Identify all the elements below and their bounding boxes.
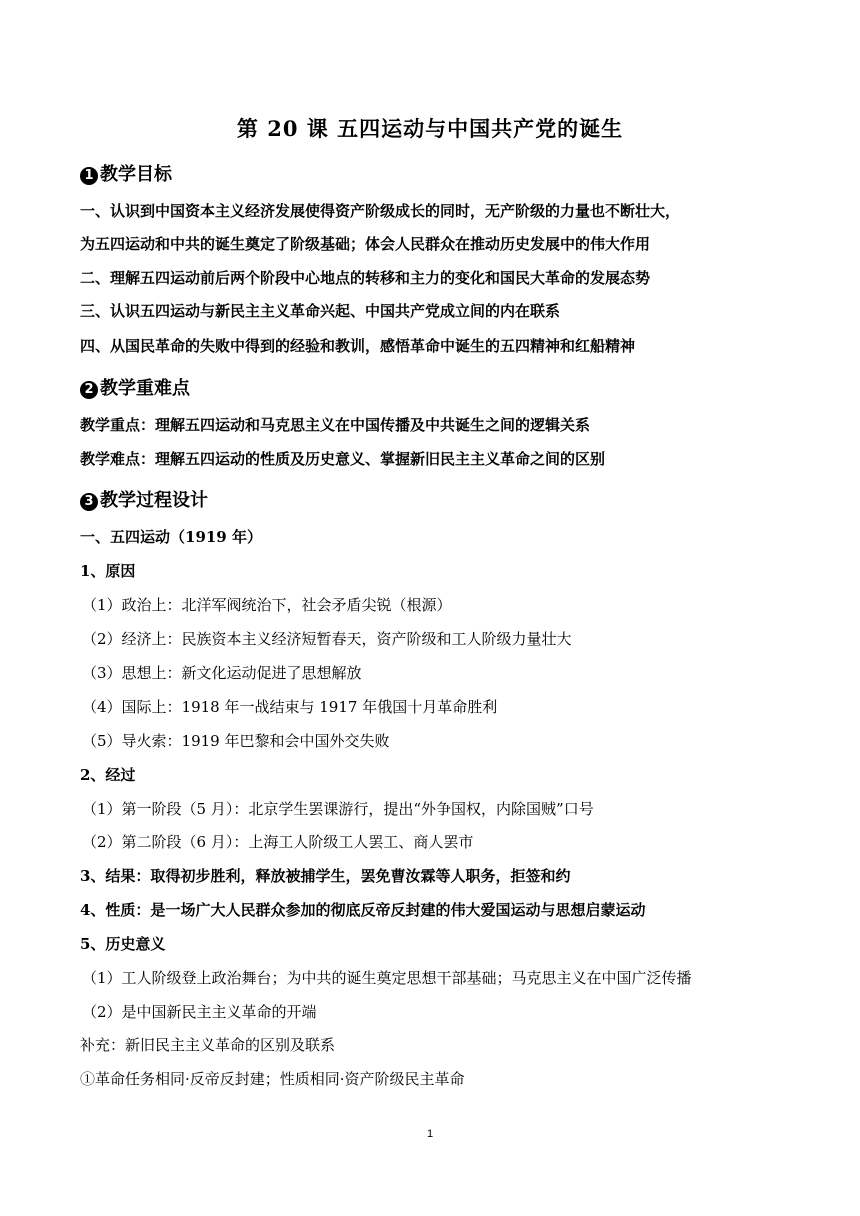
cause-item: （3）思想上：新文化运动促进了思想解放 bbox=[82, 664, 362, 682]
course-item: （2）第二阶段（6 月）：上海工人阶级工人罢工、商人罢市 bbox=[82, 833, 474, 851]
cause-item: （2）经济上：民族资本主义经济短暂春天，资产阶级和工人阶级力量壮大 bbox=[82, 630, 572, 648]
significance-item: （2）是中国新民主主义革命的开端 bbox=[82, 1003, 317, 1021]
result-line: 3、结果：取得初步胜利，释放被捕学生，罢免曹汝霖等人职务，拒签和约 bbox=[80, 867, 571, 885]
subheading-cause: 1、原因 bbox=[80, 562, 136, 580]
supplement-line: 补充：新旧民主主义革命的区别及联系 bbox=[80, 1036, 336, 1054]
objective-line: 二、理解五四运动前后两个阶段中心地点的转移和主力的变化和国民大革命的发展态势 bbox=[80, 269, 651, 287]
part-heading: 一、五四运动（1919 年） bbox=[80, 528, 262, 546]
supplement-item: ①革命任务相同·反帝反封建；性质相同·资产阶级民主革命 bbox=[80, 1070, 465, 1088]
section-heading-text: 教学重难点 bbox=[100, 378, 190, 399]
section-number-badge: 3 bbox=[80, 493, 98, 511]
page-number: 1 bbox=[426, 1128, 434, 1140]
cause-item: （4）国际上：1918 年一战结束与 1917 年俄国十月革命胜利 bbox=[82, 698, 498, 716]
keypoint-line: 教学难点：理解五四运动的性质及历史意义、掌握新旧民主主义革命之间的区别 bbox=[80, 450, 606, 468]
section-heading-keypoints bbox=[80, 374, 190, 400]
section-heading-objectives bbox=[80, 160, 172, 186]
page-title: 第 20 课 五四运动与中国共产党的诞生 bbox=[236, 116, 624, 141]
cause-item: （1）政治上：北洋军阀统治下，社会矛盾尖锐（根源） bbox=[82, 596, 452, 614]
subheading-significance: 5、历史意义 bbox=[80, 935, 166, 953]
cause-item: （5）导火索：1919 年巴黎和会中国外交失败 bbox=[82, 732, 390, 750]
objective-line: 四、从国民革命的失败中得到的经验和教训，感悟革命中诞生的五四精神和红船精神 bbox=[80, 337, 636, 355]
objective-line: 为五四运动和中共的诞生奠定了阶级基础；体会人民群众在推动历史发展中的伟大作用 bbox=[80, 235, 651, 253]
nature-line: 4、性质：是一场广大人民群众参加的彻底反帝反封建的伟大爱国运动与思想启蒙运动 bbox=[80, 901, 646, 919]
subheading-course: 2、经过 bbox=[80, 766, 136, 784]
course-item: （1）第一阶段（5 月）：北京学生罢课游行，提出“外争国权，内除国贼”口号 bbox=[82, 800, 594, 818]
section-number-badge: 1 bbox=[80, 167, 98, 185]
section-number-badge: 2 bbox=[80, 381, 98, 399]
section-heading-text: 教学目标 bbox=[100, 164, 172, 185]
section-heading-text: 教学过程设计 bbox=[100, 490, 208, 511]
objective-line: 三、认识五四运动与新民主主义革命兴起、中国共产党成立间的内在联系 bbox=[80, 302, 561, 320]
objective-line: 一、认识到中国资本主义经济发展使得资产阶级成长的同时，无产阶级的力量也不断壮大， bbox=[80, 202, 681, 220]
keypoint-line: 教学重点：理解五四运动和马克思主义在中国传播及中共诞生之间的逻辑关系 bbox=[80, 416, 591, 434]
section-heading-process bbox=[80, 486, 208, 512]
significance-item: （1）工人阶级登上政治舞台；为中共的诞生奠定思想干部基础；马克思主义在中国广泛传播 bbox=[82, 969, 692, 987]
